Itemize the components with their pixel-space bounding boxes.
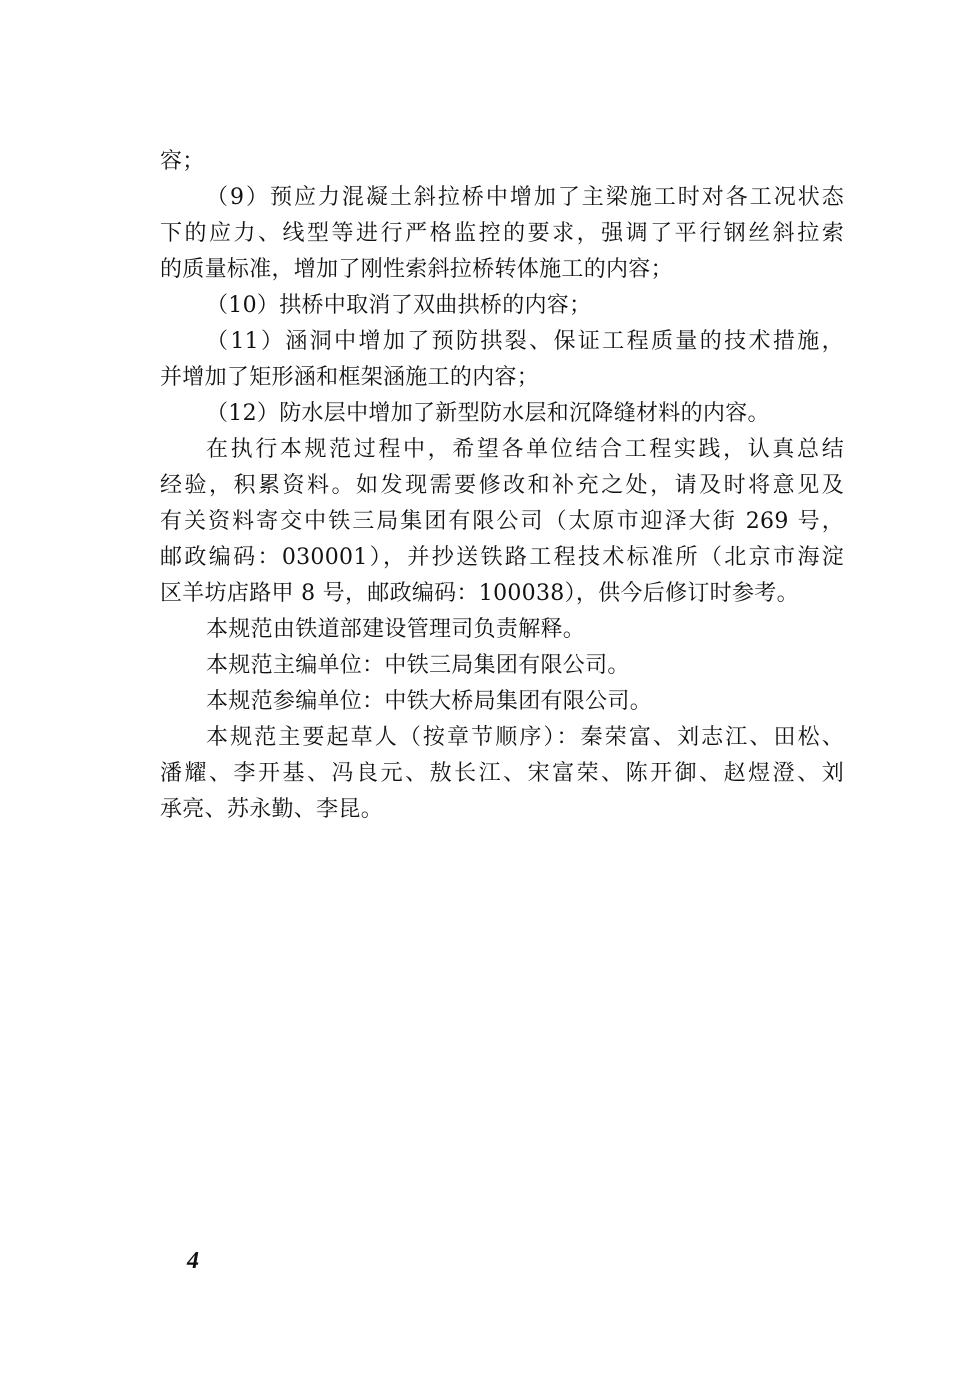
text-line: 容； <box>160 149 205 174</box>
page-number: 4 <box>187 1248 199 1274</box>
text-line: 区羊坊店路甲 8 号，邮政编码：100038），供今后修订时参考。 <box>160 581 799 606</box>
text-line: 本规范参编单位：中铁大桥局集团有限公司。 <box>206 689 653 714</box>
text-line: 并增加了矩形涵和框架涵施工的内容； <box>160 365 540 390</box>
text-line: 在执行本规范过程中，希望各单位结合工程实践，认真总结 <box>206 437 844 462</box>
text-line: 本规范由铁道部建设管理司负责解释。 <box>206 617 586 642</box>
text-line: 本规范主编单位：中铁三局集团有限公司。 <box>206 653 630 678</box>
text-line: 本规范主要起草人（按章节顺序）：秦荣富、刘志江、田松、 <box>206 725 844 750</box>
text-line: 邮政编码：030001），并抄送铁路工程技术标准所（北京市海淀 <box>160 545 844 570</box>
text-line: 经验，积累资料。如发现需要修改和补充之处，请及时将意见及 <box>160 473 844 498</box>
page-body <box>160 144 844 828</box>
text-line: 的质量标准，增加了刚性索斜拉桥转体施工的内容； <box>160 257 673 282</box>
text-line: 潘耀、李开基、冯良元、敖长江、宋富荣、陈开御、赵煜澄、刘 <box>160 761 844 786</box>
text-line: （11）涵洞中增加了预防拱裂、保证工程质量的技术措施， <box>206 329 844 354</box>
text-line: （12）防水层中增加了新型防水层和沉降缝材料的内容。 <box>206 401 770 426</box>
text-line: （10）拱桥中取消了双曲拱桥的内容； <box>206 293 592 318</box>
text-line: 下的应力、线型等进行严格监控的要求，强调了平行钢丝斜拉索 <box>160 221 844 246</box>
text-line: 有关资料寄交中铁三局集团有限公司（太原市迎泽大街 269 号， <box>160 509 844 534</box>
text-line: （9）预应力混凝土斜拉桥中增加了主梁施工时对各工况状态 <box>206 185 844 210</box>
text-line: 承亮、苏永勤、李昆。 <box>160 797 384 822</box>
